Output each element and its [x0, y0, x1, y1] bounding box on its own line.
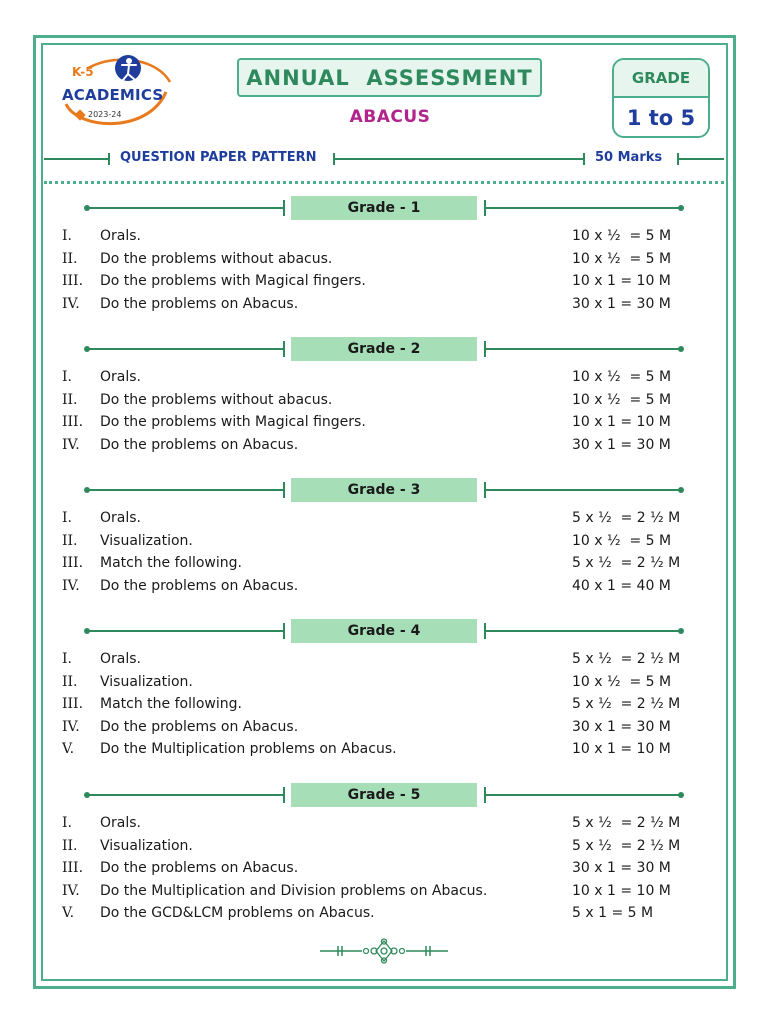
header-line-left — [87, 489, 283, 491]
question-number: III. — [62, 273, 84, 289]
question-row — [62, 369, 692, 391]
question-row — [62, 510, 692, 532]
question-number: I. — [62, 651, 72, 667]
question-text: Orals. — [100, 815, 141, 831]
question-row — [62, 883, 692, 905]
question-number: III. — [62, 414, 84, 430]
question-number: II. — [62, 837, 78, 854]
header-tick — [283, 482, 285, 498]
question-row — [62, 578, 692, 600]
question-text: Do the Multiplication problems on Abacus. — [100, 741, 397, 757]
pattern-line-left — [44, 158, 108, 160]
question-row — [62, 533, 692, 555]
question-number: II. — [62, 673, 78, 690]
grade-section-title: Grade - 2 — [291, 337, 477, 361]
question-row — [62, 251, 692, 273]
question-marks: 30 x 1 = 30 M — [572, 436, 671, 453]
question-text: Do the problems with Magical fingers. — [100, 273, 366, 289]
question-text: Do the problems on Abacus. — [100, 577, 299, 594]
question-number: II. — [62, 532, 78, 549]
header-dot — [678, 205, 684, 211]
header-dot — [678, 792, 684, 798]
question-text: Do the problems without abacus. — [100, 250, 333, 267]
header-line-right — [484, 630, 680, 632]
question-row — [62, 392, 692, 414]
question-row — [62, 273, 692, 295]
logo-name-text: ACADEMICS — [62, 86, 164, 104]
question-number: III. — [62, 860, 84, 876]
question-marks: 10 x 1 = 10 M — [572, 414, 671, 430]
question-number: II. — [62, 391, 78, 408]
question-marks: 10 x ½ = 5 M — [572, 391, 672, 408]
grade-section-title: Grade - 1 — [291, 196, 477, 220]
question-row — [62, 674, 692, 696]
question-marks: 10 x 1 = 10 M — [572, 273, 671, 289]
question-text: Do the problems on Abacus. — [100, 718, 299, 735]
question-marks: 10 x ½ = 5 M — [572, 369, 672, 385]
question-row — [62, 228, 692, 250]
header-line-left — [87, 207, 283, 209]
header-line-right — [484, 207, 680, 209]
question-number: V. — [62, 905, 75, 921]
question-text: Visualization. — [100, 837, 193, 854]
question-row — [62, 815, 692, 837]
header-line-left — [87, 348, 283, 350]
question-marks: 10 x ½ = 5 M — [572, 228, 672, 244]
header-line-right — [484, 489, 680, 491]
question-number: I. — [62, 815, 72, 831]
pattern-label: QUESTION PAPER PATTERN — [120, 150, 317, 165]
question-row — [62, 860, 692, 882]
logo-year-text: 2023-24 — [88, 110, 122, 119]
question-text: Visualization. — [100, 532, 193, 549]
question-number: I. — [62, 228, 72, 244]
question-marks: 10 x 1 = 10 M — [572, 882, 671, 899]
question-text: Visualization. — [100, 673, 193, 690]
question-row — [62, 905, 692, 927]
question-number: IV. — [62, 577, 80, 594]
question-number: IV. — [62, 295, 80, 312]
title-box — [237, 58, 542, 97]
pattern-tick — [583, 153, 585, 165]
question-marks: 5 x ½ = 2 ½ M — [572, 696, 681, 712]
question-text: Do the problems without abacus. — [100, 391, 333, 408]
grade-box — [612, 58, 710, 138]
header-line-left — [87, 794, 283, 796]
question-number: I. — [62, 369, 72, 385]
question-row — [62, 414, 692, 436]
question-text: Do the GCD&LCM problems on Abacus. — [100, 905, 375, 921]
header-dot — [678, 487, 684, 493]
question-marks: 40 x 1 = 40 M — [572, 577, 671, 594]
question-row — [62, 437, 692, 459]
question-row — [62, 296, 692, 318]
pattern-line-mid — [333, 158, 583, 160]
question-marks: 10 x 1 = 10 M — [572, 741, 671, 757]
question-marks: 5 x ½ = 2 ½ M — [572, 651, 681, 667]
grade-section-title: Grade - 5 — [291, 783, 477, 807]
question-marks: 5 x 1 = 5 M — [572, 905, 654, 921]
question-text: Do the problems on Abacus. — [100, 860, 299, 876]
question-number: I. — [62, 510, 72, 526]
logo-k5-text: K-5 — [72, 65, 94, 79]
grade-label: GRADE — [614, 60, 708, 98]
question-row — [62, 838, 692, 860]
grade-range: 1 to 5 — [626, 106, 696, 130]
question-number: II. — [62, 250, 78, 267]
page-title: ANNUAL ASSESSMENT — [246, 65, 533, 90]
question-text: Match the following. — [100, 555, 242, 571]
question-text: Do the problems on Abacus. — [100, 436, 299, 453]
question-number: V. — [62, 741, 75, 757]
pattern-line-right — [677, 158, 724, 160]
footer-ornament-icon — [318, 938, 450, 964]
header-line-left — [87, 630, 283, 632]
question-text: Orals. — [100, 510, 141, 526]
question-marks: 30 x 1 = 30 M — [572, 718, 671, 735]
question-row — [62, 555, 692, 577]
question-marks: 10 x ½ = 5 M — [572, 673, 672, 690]
header-line-right — [484, 348, 680, 350]
question-marks: 30 x 1 = 30 M — [572, 860, 671, 876]
question-marks: 5 x ½ = 2 ½ M — [572, 555, 681, 571]
question-row — [62, 719, 692, 741]
question-row — [62, 651, 692, 673]
grade-section-title: Grade - 3 — [291, 478, 477, 502]
header-tick — [283, 341, 285, 357]
dotted-divider — [44, 181, 724, 184]
question-number: IV. — [62, 718, 80, 735]
question-text: Match the following. — [100, 696, 242, 712]
question-number: IV. — [62, 882, 80, 899]
question-text: Orals. — [100, 228, 141, 244]
question-number: IV. — [62, 436, 80, 453]
header-tick — [283, 623, 285, 639]
question-text: Do the Multiplication and Division problems on Abacus. — [100, 882, 488, 899]
question-marks: 5 x ½ = 2 ½ M — [572, 510, 681, 526]
header-tick — [283, 787, 285, 803]
question-row — [62, 696, 692, 718]
header-dot — [678, 346, 684, 352]
question-text: Do the problems on Abacus. — [100, 295, 299, 312]
header-line-right — [484, 794, 680, 796]
question-marks: 10 x ½ = 5 M — [572, 250, 672, 267]
pattern-tick — [108, 153, 110, 165]
question-text: Orals. — [100, 369, 141, 385]
header-dot — [678, 628, 684, 634]
question-text: Do the problems with Magical fingers. — [100, 414, 366, 430]
subject-title: ABACUS — [349, 107, 431, 127]
question-marks: 5 x ½ = 2 ½ M — [572, 815, 681, 831]
question-marks: 30 x 1 = 30 M — [572, 295, 671, 312]
grade-section-title: Grade - 4 — [291, 619, 477, 643]
question-text: Orals. — [100, 651, 141, 667]
question-marks: 5 x ½ = 2 ½ M — [572, 837, 681, 854]
question-number: III. — [62, 555, 84, 571]
header-tick — [283, 200, 285, 216]
question-row — [62, 741, 692, 763]
question-number: III. — [62, 696, 84, 712]
total-marks-label: 50 Marks — [595, 150, 663, 165]
question-marks: 10 x ½ = 5 M — [572, 532, 672, 549]
